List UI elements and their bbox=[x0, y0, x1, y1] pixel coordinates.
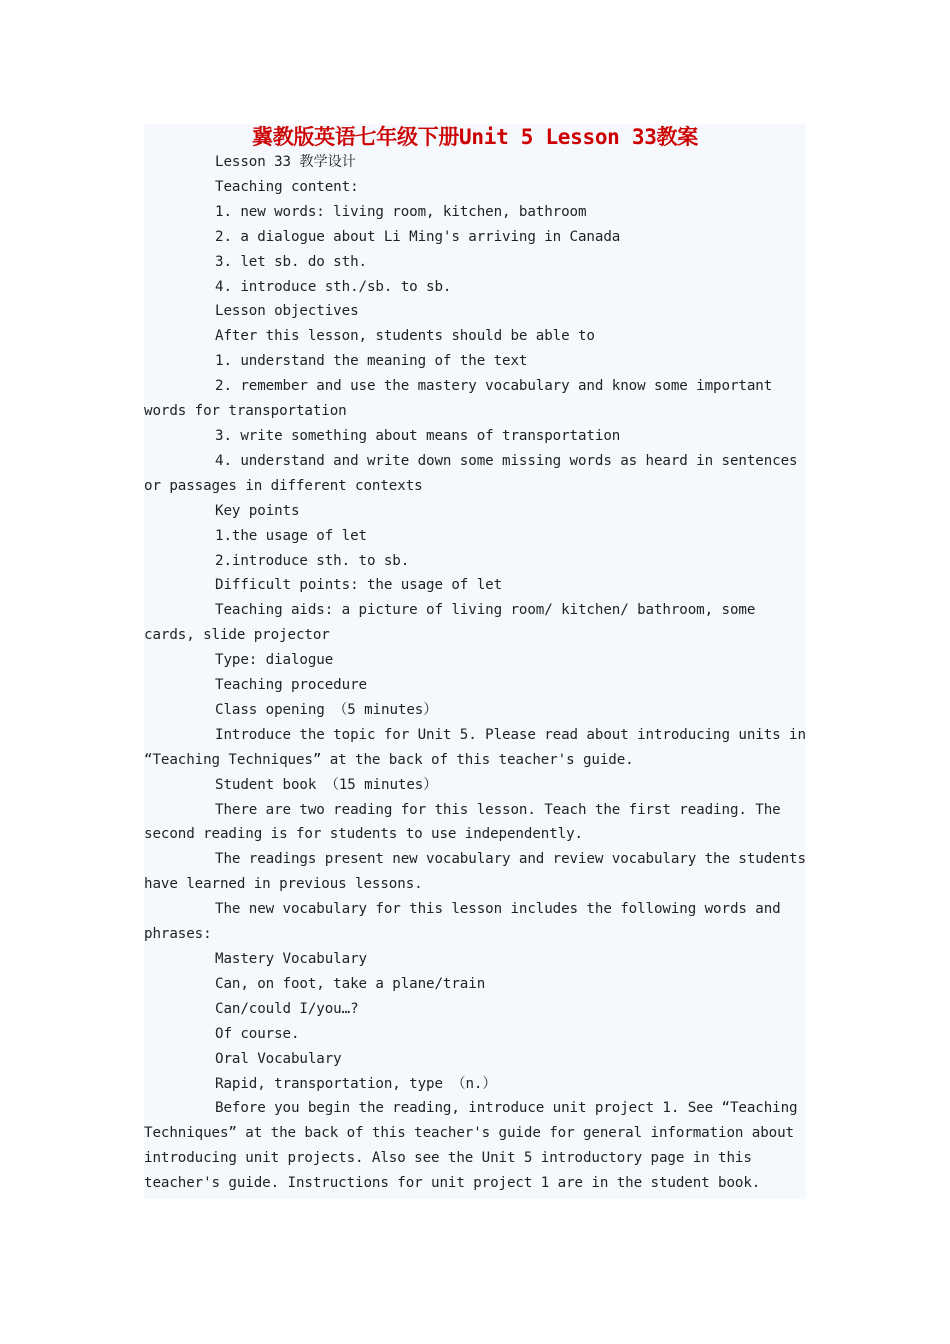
line-content-3: 3. let sb. do sth. bbox=[215, 253, 367, 270]
line-oral-vocabulary: Oral Vocabulary bbox=[215, 1050, 342, 1067]
line-of-course: Of course. bbox=[215, 1025, 300, 1042]
document-body bbox=[144, 124, 806, 1199]
line-objective-4: 4. understand and write down some missing words as heard in sentences or passages in different contexts bbox=[144, 452, 798, 494]
line-objective-2: 2. remember and use the mastery vocabulary and know some important words for transportation bbox=[144, 378, 773, 420]
line-lesson-heading: Lesson 33 教学设计 bbox=[215, 154, 356, 170]
line-key-point-1: 1.the usage of let bbox=[215, 527, 367, 544]
line-readings-present: The readings present new vocabulary and review vocabulary the students have learned in previous lessons. bbox=[144, 851, 806, 893]
line-can-could: Can/could I/you…? bbox=[215, 1000, 359, 1017]
line-new-vocabulary: The new vocabulary for this lesson includes the following words and phrases: bbox=[144, 901, 781, 943]
line-oral-words: Rapid, transportation, type （n.） bbox=[215, 1075, 497, 1092]
line-teaching-procedure: Teaching procedure bbox=[215, 677, 367, 694]
line-mastery-vocabulary: Mastery Vocabulary bbox=[215, 951, 367, 967]
line-difficult-points: Difficult points: the usage of let bbox=[215, 577, 503, 594]
document-title: 冀教版英语七年级下册Unit 5 Lesson 33教案 bbox=[252, 125, 698, 149]
line-two-readings: There are two reading for this lesson. Teach the first reading. The second reading is for students to use independently. bbox=[144, 801, 781, 843]
line-teaching-content: Teaching content: bbox=[215, 178, 359, 195]
line-class-opening: Class opening （5 minutes） bbox=[215, 701, 438, 718]
line-before-reading: Before you begin the reading, introduce unit project 1. See “Teaching Techniques” at the back of this teacher's guide for general information about introducing unit projects. Also see the Unit 5 introductory page in this teacher's guide. Instructions for unit project 1 are in the student book. bbox=[144, 1100, 798, 1192]
line-teaching-aids: Teaching aids: a picture of living room/ kitchen/ bathroom, some cards, slide projector bbox=[144, 602, 756, 644]
line-content-4: 4. introduce sth./sb. to sb. bbox=[215, 278, 452, 295]
line-introduce-topic: Introduce the topic for Unit 5. Please read about introducing units in “Teaching Techniques” at the back of this teacher's guide. bbox=[144, 726, 806, 768]
line-lesson-objectives: Lesson objectives bbox=[215, 303, 359, 320]
line-objectives-intro: After this lesson, students should be able to bbox=[215, 328, 595, 345]
line-key-point-2: 2.introduce sth. to sb. bbox=[215, 552, 410, 569]
line-student-book: Student book （15 minutes） bbox=[215, 776, 438, 793]
line-type: Type: dialogue bbox=[215, 652, 334, 669]
line-content-1: 1. new words: living room, kitchen, bathroom bbox=[215, 203, 587, 220]
line-key-points: Key points bbox=[215, 502, 300, 519]
line-content-2: 2. a dialogue about Li Ming's arriving in Canada bbox=[215, 228, 621, 245]
line-objective-1: 1. understand the meaning of the text bbox=[215, 353, 528, 370]
line-objective-3: 3. write something about means of transportation bbox=[215, 427, 621, 444]
line-mastery-words: Can, on foot, take a plane/train bbox=[215, 975, 486, 992]
